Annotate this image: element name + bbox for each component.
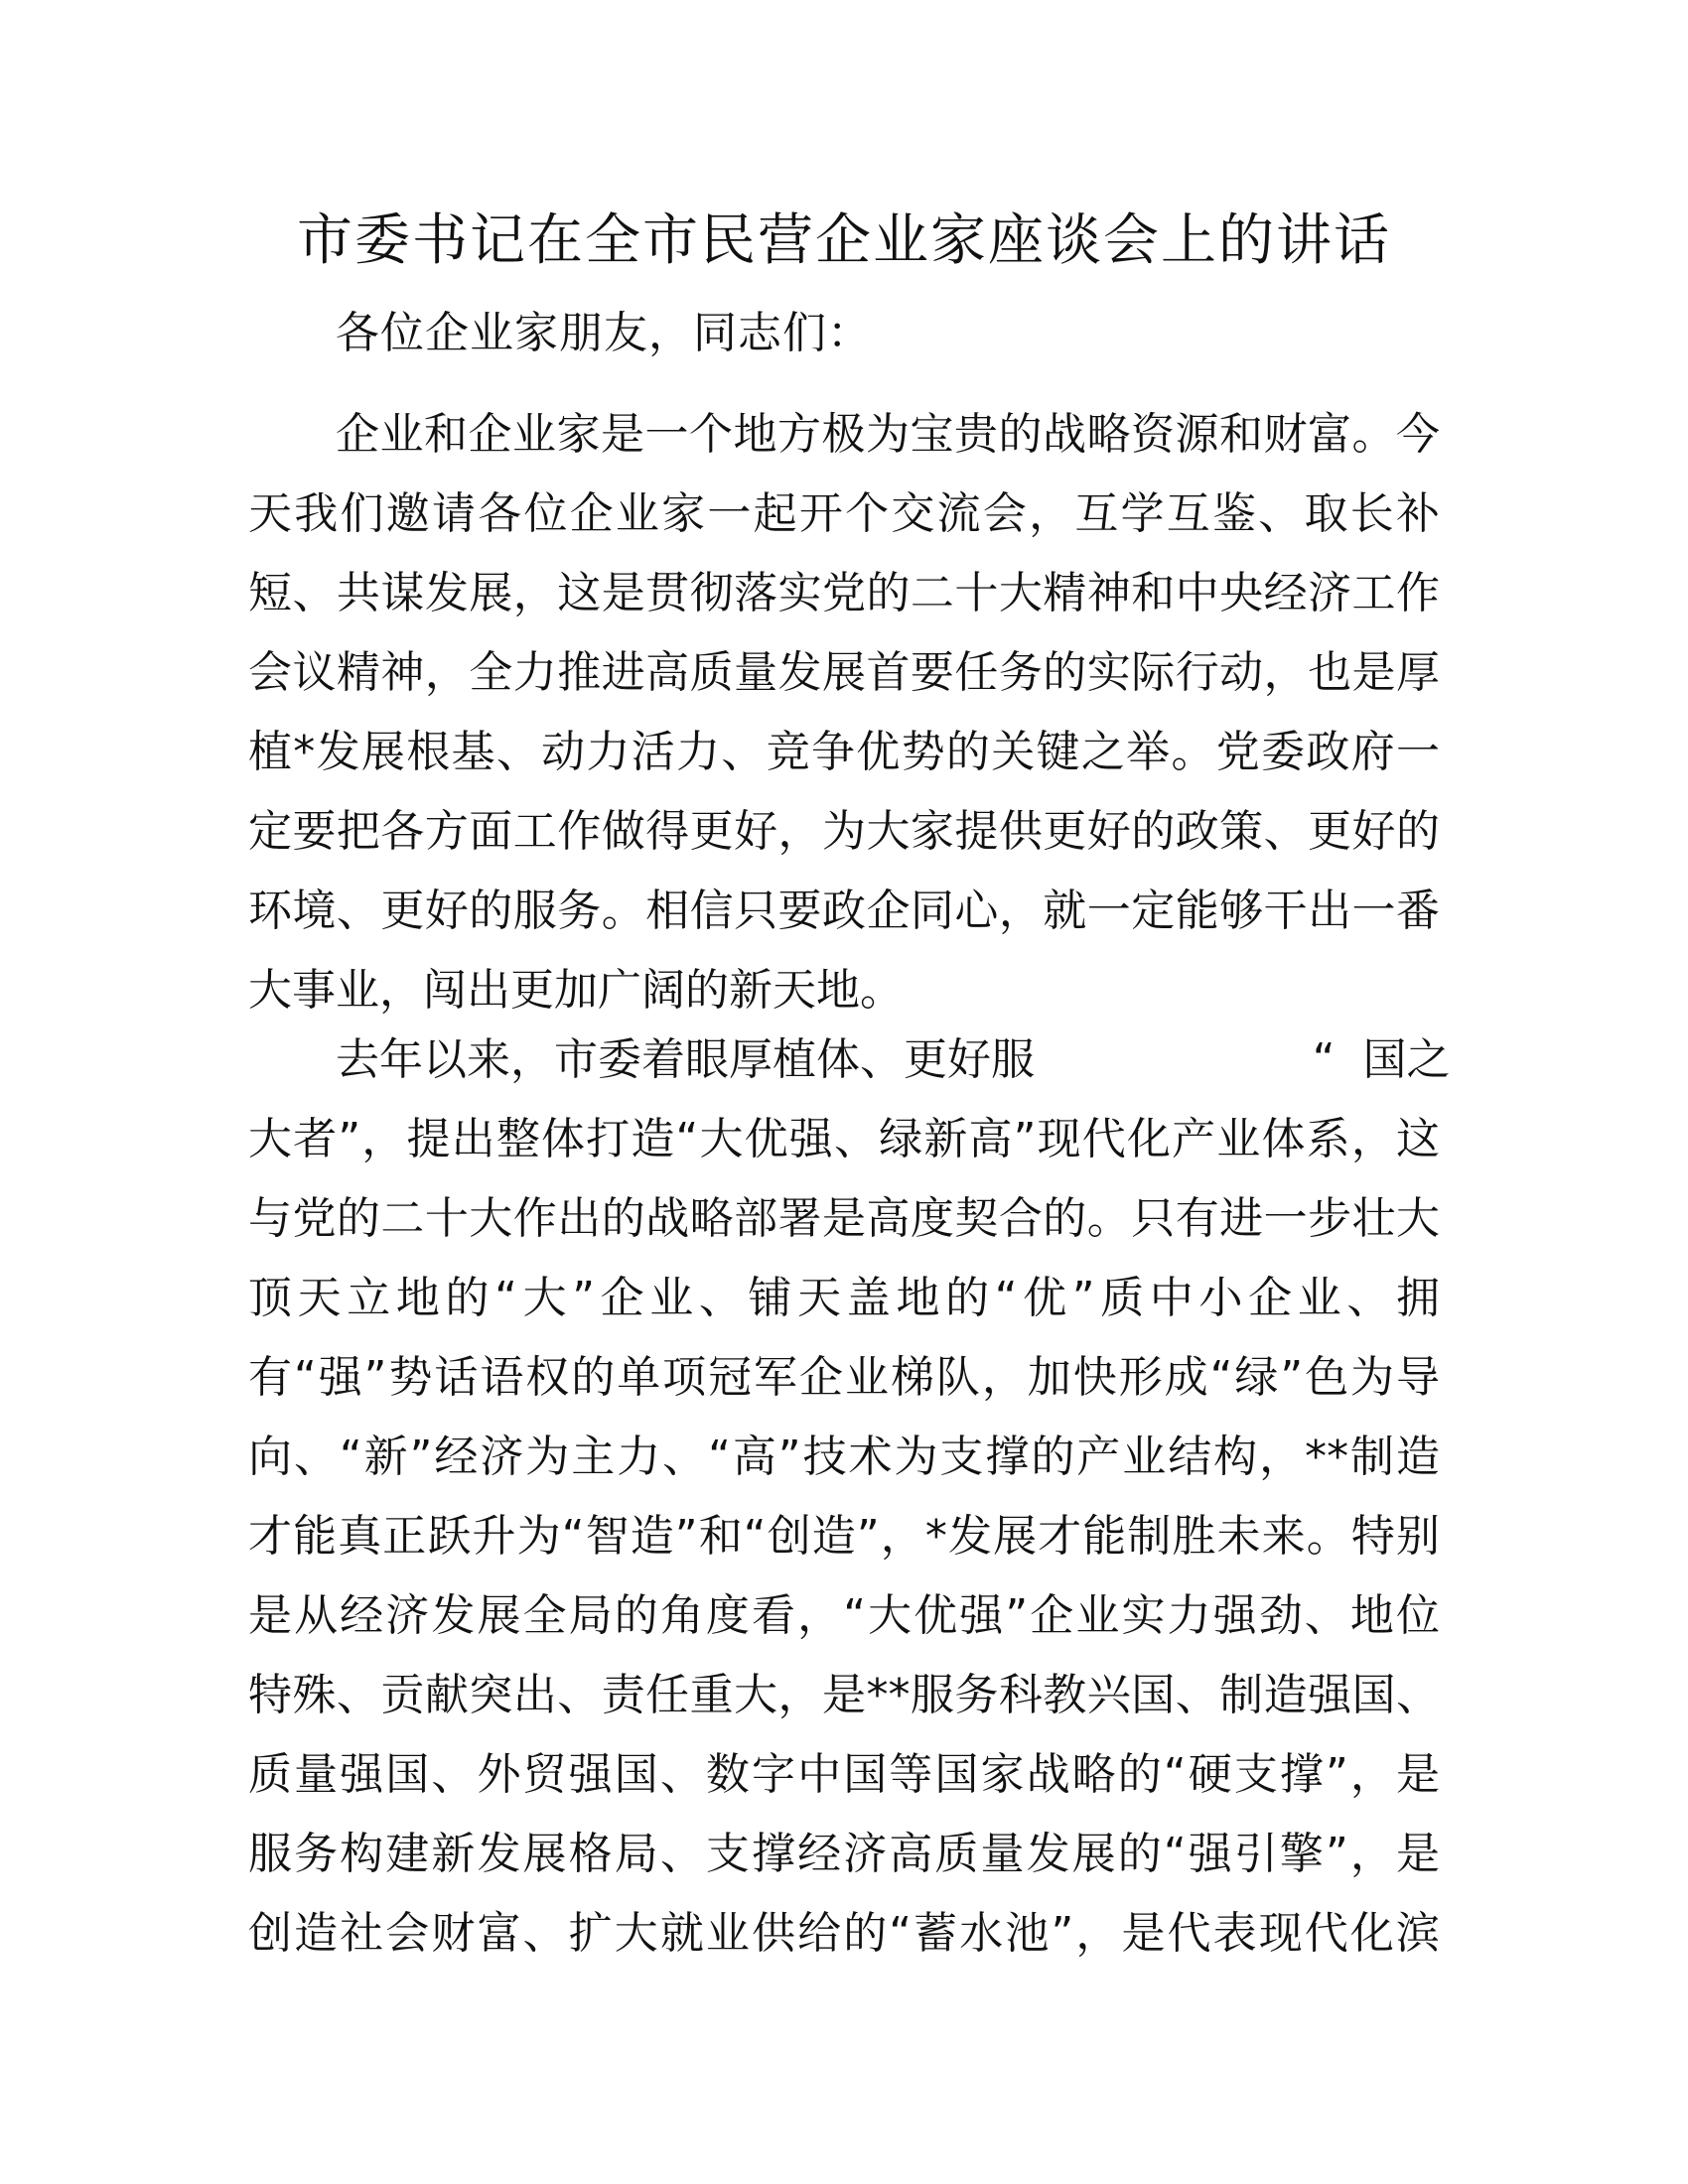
paragraph-line: 短、共谋发展，这是贯彻落实党的二十大精神和中央经济工作 — [248, 568, 1440, 618]
paragraph-line: 有“强”势话语权的单项冠军企业梯队，加快形成“绿”色为导 — [248, 1352, 1440, 1403]
paragraph-2 — [248, 1021, 1451, 1974]
paragraph-line: 植*发展根基、动力活力、竞争优势的关键之举。党委政府一 — [248, 727, 1440, 777]
paragraph-line: 向、“新”经济为主力、“高”技术为支撑的产业结构，**制造 — [248, 1432, 1440, 1482]
paragraph-line: 创造社会财富、扩大就业供给的“蓄水池”，是代表现代化滨 — [248, 1908, 1440, 1959]
paragraph-line: 会议精神，全力推进高质量发展首要任务的实际行动，也是厚 — [248, 647, 1440, 698]
paragraph-line: 大者”，提出整体打造“大优强、绿新高”现代化产业体系，这 — [248, 1114, 1440, 1164]
paragraph-line: 去年以来，市委着眼厚植体、更好服 “ 国之 — [336, 1034, 1451, 1085]
paragraph-line: 天我们邀请各位企业家一起开个交流会，互学互鉴、取长补 — [248, 488, 1440, 539]
paragraph-line: 服务构建新发展格局、支撑经济高质量发展的“强引擎”，是 — [248, 1829, 1440, 1879]
paragraph-line: 大事业，闯出更加广阔的新天地。 — [248, 965, 904, 1016]
paragraph-line: 环境、更好的服务。相信只要政企同心，就一定能够干出一番 — [248, 886, 1440, 936]
paragraph-line: 才能真正跃升为“智造”和“创造”，*发展才能制胜未来。特别 — [248, 1511, 1440, 1562]
paragraph-line: 定要把各方面工作做得更好，为大家提供更好的政策、更好的 — [248, 806, 1440, 857]
greeting-line: 各位企业家朋友，同志们： — [336, 308, 872, 358]
paragraph-line: 质量强国、外贸强国、数字中国等国家战略的“硬支撑”，是 — [248, 1749, 1440, 1800]
paragraph-line: 与党的二十大作出的战略部署是高度契合的。只有进一步壮大 — [248, 1193, 1440, 1244]
paragraph-line: 企业和企业家是一个地方极为宝贵的战略资源和财富。今 — [336, 409, 1440, 460]
paragraph-line: 是从经济发展全局的角度看，“大优强”企业实力强劲、地位 — [248, 1590, 1440, 1641]
paragraph-line: 特殊、贡献突出、责任重大，是**服务科教兴国、制造强国、 — [248, 1670, 1440, 1720]
paragraph-line: 顶天立地的“大”企业、铺天盖地的“优”质中小企业、拥 — [248, 1273, 1440, 1323]
paragraph-1 — [248, 395, 1440, 1030]
document-title: 市委书记在全市民营企业家座谈会上的讲话 — [297, 208, 1391, 273]
